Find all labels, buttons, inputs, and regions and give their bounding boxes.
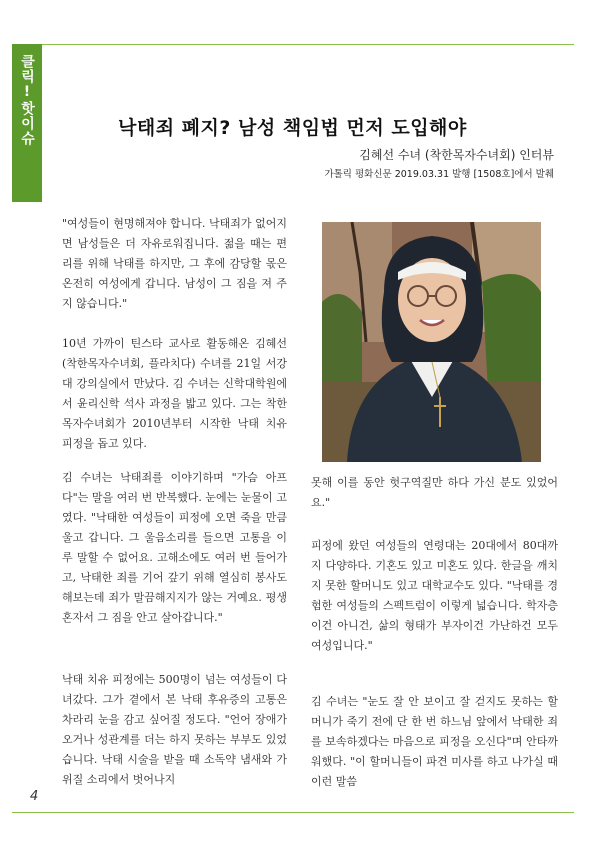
left-paragraph-1: "여성들이 현명해져야 합니다. 낙태죄가 없어지면 남성들은 더 자유로워집니다. 젊을 때는 편리를 위해 낙태를 하지만, 그 후에 감당할 몫은 온전히 여성에게 갑니다. 남성이 그 짐을 져 주지 않습니다.": [62, 217, 287, 310]
right-paragraph-2: 피정에 왔던 여성들의 연령대는 20대에서 80대까지 다양하다. 기혼도 있고 미혼도 있다. 한글을 깨치지 못한 할머니도 있고 대학교수도 있다. "낙태를 경험한 여성들의 스펙트럼이 이렇게 넓습니다. 학자층이건 아니건, 삶의 형태가 부자이건 가난하건 모두 여성입니다.": [311, 539, 558, 652]
article-source: 가톨릭 평화신문 2019.03.31 발행 [1508호]에서 발췌: [324, 169, 554, 180]
right-paragraph-1: 못해 이를 동안 헛구역질만 하다 가신 분도 있었어요.": [311, 476, 558, 509]
interview-photo: [322, 222, 541, 462]
left-paragraph-2: 10년 가까이 틴스타 교사로 활동해온 김혜선(착한목자수녀회, 플라치다) 수녀를 21일 서강대 강의실에서 만났다. 김 수녀는 신학대학원에서 윤리신학 석사 과정을 밟고 있다. 그는 착한목자수녀회가 2010년부터 시작한 낙태 치유 피정을 돕고 있다.: [62, 337, 287, 450]
article-byline: 김혜선 수녀 (착한목자수녀회) 인터뷰: [359, 148, 554, 162]
left-paragraph-4: 낙태 치유 피정에는 500명이 넘는 여성들이 다녀갔다. 그가 곁에서 본 낙태 후유증의 고통은 차라리 눈을 감고 싶어질 정도다. "언어 장애가 오거나 성관계를 더는 하지 못하는 부부도 있었습니다. 낙태 시술을 받을 때 소독약 냄새와 가위질 소리에서 벗어나지: [62, 673, 287, 786]
page-number: 4: [30, 789, 39, 804]
section-tab: [12, 44, 42, 202]
section-tab-label: 클릭!핫이슈: [19, 54, 35, 146]
right-paragraph-3: 김 수녀는 "눈도 잘 안 보이고 잘 걷지도 못하는 할머니가 죽기 전에 단 한 번 하느님 앞에서 낙태한 죄를 보속하겠다는 마음으로 피정을 오신다"며 안타까워했다. "이 할머니들이 파견 미사를 하고 나가실 때 이런 말씀: [311, 695, 558, 788]
top-rule: [12, 44, 574, 45]
left-paragraph-3: 김 수녀는 낙태죄를 이야기하며 "가슴 아프다"는 말을 여러 번 반복했다. 눈에는 눈물이 고였다. "낙태한 여성들이 피정에 오면 죽을 만큼 울고 갑니다. 그 울음소리를 들으면 고통을 이루 말할 수 없어요. 고해소에도 여러 번 들어가고, 낙태한 죄를 기어 갚기 위해 열심히 봉사도 해보는데 죄가 말끔해지지가 않는 거예요. 평생 혼자서 그 짐을 안고 살아갑니다.": [62, 471, 287, 624]
bottom-rule: [12, 812, 574, 813]
article-title: 낙태죄 폐지? 남성 책임법 먼저 도입해야: [118, 117, 467, 139]
